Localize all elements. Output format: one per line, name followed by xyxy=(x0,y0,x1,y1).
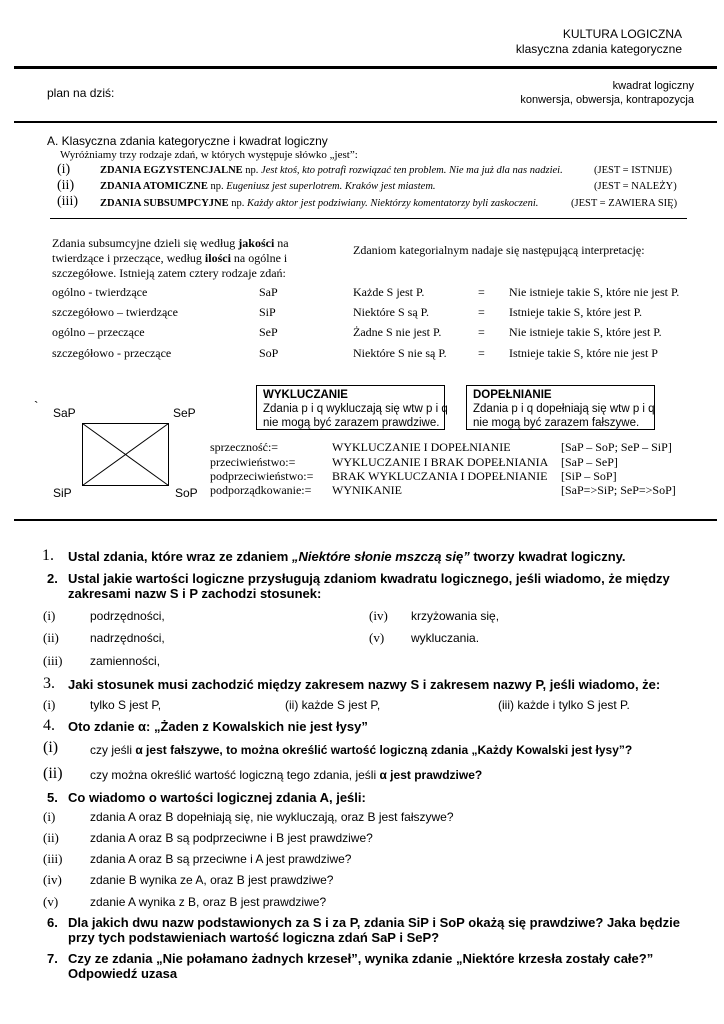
row-eq: = xyxy=(478,346,485,360)
question-1-text: Ustal zdania, które wraz ze zdaniem „Niektóre słonie mszczą się” tworzy kwadrat logiczny. xyxy=(68,549,626,564)
question-number: 3. xyxy=(43,675,55,692)
item-number: (iii) xyxy=(43,653,63,668)
row-meaning: Istnieje takie S, które nie jest P xyxy=(509,346,658,360)
row-sentence: Niektóre S nie są P. xyxy=(353,346,447,360)
row-code: SiP xyxy=(259,305,276,319)
row-name: szczegółowo - przeczące xyxy=(52,346,172,360)
item-number: (ii) xyxy=(43,765,63,782)
section-a-intro: Wyróżniamy trzy rodzaje zdań, w których występuje słówko „jest”: xyxy=(60,149,358,161)
item-text: podrzędności, xyxy=(90,609,165,623)
question-number: 2. xyxy=(47,571,58,586)
question-6-line-2: przy tych podstawieniach wartość logiczna zdań SaP i SeP? xyxy=(68,930,440,945)
item-text: tylko S jest P, xyxy=(90,698,162,712)
division-paragraph: Zdania subsumcyjne dzieli się według jakości na twierdzące i przeczące, według ilości na ogólne i szczegółowe. Istnieją zatem cztery rodzaje zdań: xyxy=(52,236,289,280)
exercises-rule xyxy=(14,519,717,521)
plan-item-1: kwadrat logiczny xyxy=(612,80,694,92)
type-line: ZDANIA EGZYSTENCJALNE np. Jest ktoś, kto potrafi rozwiązać ten problem. Nie ma już dla nas nadziei. xyxy=(100,165,563,176)
item-text: zdanie A wynika z B, oraz B jest prawdziwe? xyxy=(90,895,327,909)
question-2-line-2: zakresami nazw S i P zachodzi stosunek: xyxy=(68,586,322,601)
row-sentence: Żadne S nie jest P. xyxy=(353,325,442,339)
item-number: (iv) xyxy=(369,608,388,623)
plan-label: plan na dziś: xyxy=(47,86,115,100)
doc-subtitle: klasyczna zdania kategoryczne xyxy=(515,42,682,56)
row-code: SaP xyxy=(259,285,278,299)
type-eq: (JEST = NALEŻY) xyxy=(594,181,677,192)
row-code: SoP xyxy=(259,346,279,360)
interpretation-heading: Zdaniom kategorialnym nadaje się następującą interpretację: xyxy=(353,243,645,257)
row-sentence: Niektóre S są P. xyxy=(353,305,429,319)
relation-name: przeciwieństwo:= xyxy=(210,455,296,469)
question-number: 7. xyxy=(47,951,58,966)
item-text: zdania A oraz B są przeciwne i A jest prawdziwe? xyxy=(90,852,352,866)
row-meaning: Istnieje takie S, które jest P. xyxy=(509,305,642,319)
item-text: zdania A oraz B dopełniają się, nie wykluczają, oraz B jest fałszywe? xyxy=(90,810,454,824)
item-number: (i) xyxy=(43,608,56,623)
square-label-sop: SoP xyxy=(175,486,198,500)
square-label-sep: SeP xyxy=(173,406,196,420)
item-text: czy jeśli α jest fałszywe, to można określić wartość logiczną zdania „Każdy Kowalski jest łysy”? xyxy=(90,743,633,757)
item-number: (ii) xyxy=(43,630,59,645)
row-sentence: Każde S jest P. xyxy=(353,285,425,299)
exclusion-box: WYKLUCZANIE Zdania p i q wykluczają się wtw p i q nie mogą być zarazem prawdziwe. xyxy=(256,385,445,430)
question-number: 5. xyxy=(47,790,58,805)
relation-pairs: [SaP – SoP; SeP – SiP] xyxy=(561,440,672,454)
item-number: (i) xyxy=(43,697,56,712)
row-eq: = xyxy=(478,305,485,319)
question-number: 4. xyxy=(43,717,55,734)
item-number: (iii) xyxy=(43,851,63,866)
type-line: ZDANIA SUBSUMPCYJNE np. Każdy aktor jest podziwiany. Niektórzy komentatorzy byli zaskoczeni. xyxy=(100,198,539,209)
question-7-line-1: Czy ze zdania „Nie połamano żadnych krzeseł”, wynika zdanie „Niektóre krzesła zostały całe?” xyxy=(68,951,654,966)
row-code: SeP xyxy=(259,325,278,339)
relation-pairs: [SiP – SoP] xyxy=(561,469,617,483)
question-4-text: Oto zdanie α: „Żaden z Kowalskich nie jest łysy” xyxy=(68,719,368,734)
question-number: 1. xyxy=(42,547,54,564)
item-number: (ii) xyxy=(43,830,59,845)
plan-rule xyxy=(14,121,717,123)
type-eq: (JEST = ZAWIERA SIĘ) xyxy=(571,198,678,209)
question-7-line-2: Odpowiedź uzasa xyxy=(68,966,178,981)
type-eq: (JEST = ISTNIJE) xyxy=(594,165,673,176)
doc-title: KULTURA LOGICZNA xyxy=(562,27,682,41)
item-number: (v) xyxy=(43,894,59,909)
item-text: (iii) każde i tylko S jest P. xyxy=(498,698,630,712)
question-number: 6. xyxy=(47,915,58,930)
relation-def: WYKLUCZANIE I BRAK DOPEŁNIANIA xyxy=(332,455,549,469)
row-name: ogólno – przeczące xyxy=(52,325,145,339)
relation-name: sprzeczność:= xyxy=(210,440,279,454)
question-2-line-1: Ustal jakie wartości logiczne przysługują zdaniom kwadratu logicznego, jeśli wiadomo, że między xyxy=(68,571,670,586)
row-meaning: Nie istnieje takie S, które jest P. xyxy=(509,325,662,339)
question-3-text: Jaki stosunek musi zachodzić między zakresem nazwy S i zakresem nazwy P, jeśli wiadomo, że: xyxy=(68,677,661,692)
row-eq: = xyxy=(478,325,485,339)
item-text: krzyżowania się, xyxy=(411,609,500,623)
relation-def: WYKLUCZANIE I DOPEŁNIANIE xyxy=(332,440,511,454)
row-name: szczegółowo – twierdzące xyxy=(52,305,178,319)
item-text: (ii) każde S jest P, xyxy=(285,698,381,712)
item-number: (i) xyxy=(43,739,59,756)
complement-box: DOPEŁNIANIE Zdania p i q dopełniają się wtw p i q nie mogą być zarazem fałszywe. xyxy=(466,385,655,430)
type-num: (ii) xyxy=(57,178,75,193)
relation-def: BRAK WYKLUCZANIA I DOPEŁNIANIE xyxy=(332,469,548,483)
relation-def: WYNIKANIE xyxy=(332,483,402,497)
item-text: wykluczania. xyxy=(411,631,480,645)
relation-name: podprzeciwieństwo:= xyxy=(210,469,314,483)
item-text: zdania A oraz B są podprzeciwne i B jest prawdziwe? xyxy=(90,831,373,845)
row-eq: = xyxy=(478,285,485,299)
item-text: zamienności, xyxy=(90,654,161,668)
relation-name: podporządkowanie:= xyxy=(210,483,312,497)
square-label-sap: SaP xyxy=(53,406,76,420)
relation-pairs: [SaP=>SiP; SeP=>SoP] xyxy=(561,483,676,497)
item-text: nadrzędności, xyxy=(90,631,165,645)
section-a-heading: A. Klasyczna zdania kategoryczne i kwadrat logiczny xyxy=(47,134,328,148)
section-a-rule xyxy=(50,218,687,219)
relation-pairs: [SaP – SeP] xyxy=(561,455,618,469)
type-line: ZDANIA ATOMICZNE np. Eugeniusz jest superlotrem. Kraków jest miastem. xyxy=(100,181,436,192)
item-text: czy można określić wartość logiczną tego zdania, jeśli α jest prawdziwe? xyxy=(90,768,483,782)
header-rule xyxy=(14,66,717,69)
logical-square xyxy=(82,423,169,486)
stray-mark: ` xyxy=(34,398,39,413)
item-number: (iv) xyxy=(43,872,62,887)
row-name: ogólno - twierdzące xyxy=(52,285,148,299)
question-6-line-1: Dla jakich dwu nazw podstawionych za S i za P, zdania SiP i SoP okażą się prawdziwe? Jaka będzie xyxy=(68,915,680,930)
row-meaning: Nie istnieje takie S, które nie jest P. xyxy=(509,285,680,299)
question-5-text: Co wiadomo o wartości logicznej zdania A, jeśli: xyxy=(68,790,366,805)
type-num: (i) xyxy=(57,162,71,177)
item-number: (v) xyxy=(369,630,385,645)
item-text: zdanie B wynika ze A, oraz B jest prawdziwe? xyxy=(90,873,334,887)
type-num: (iii) xyxy=(57,194,78,209)
plan-item-2: konwersja, obwersja, kontrapozycja xyxy=(520,94,694,106)
square-label-sip: SiP xyxy=(53,486,72,500)
item-number: (i) xyxy=(43,809,56,824)
